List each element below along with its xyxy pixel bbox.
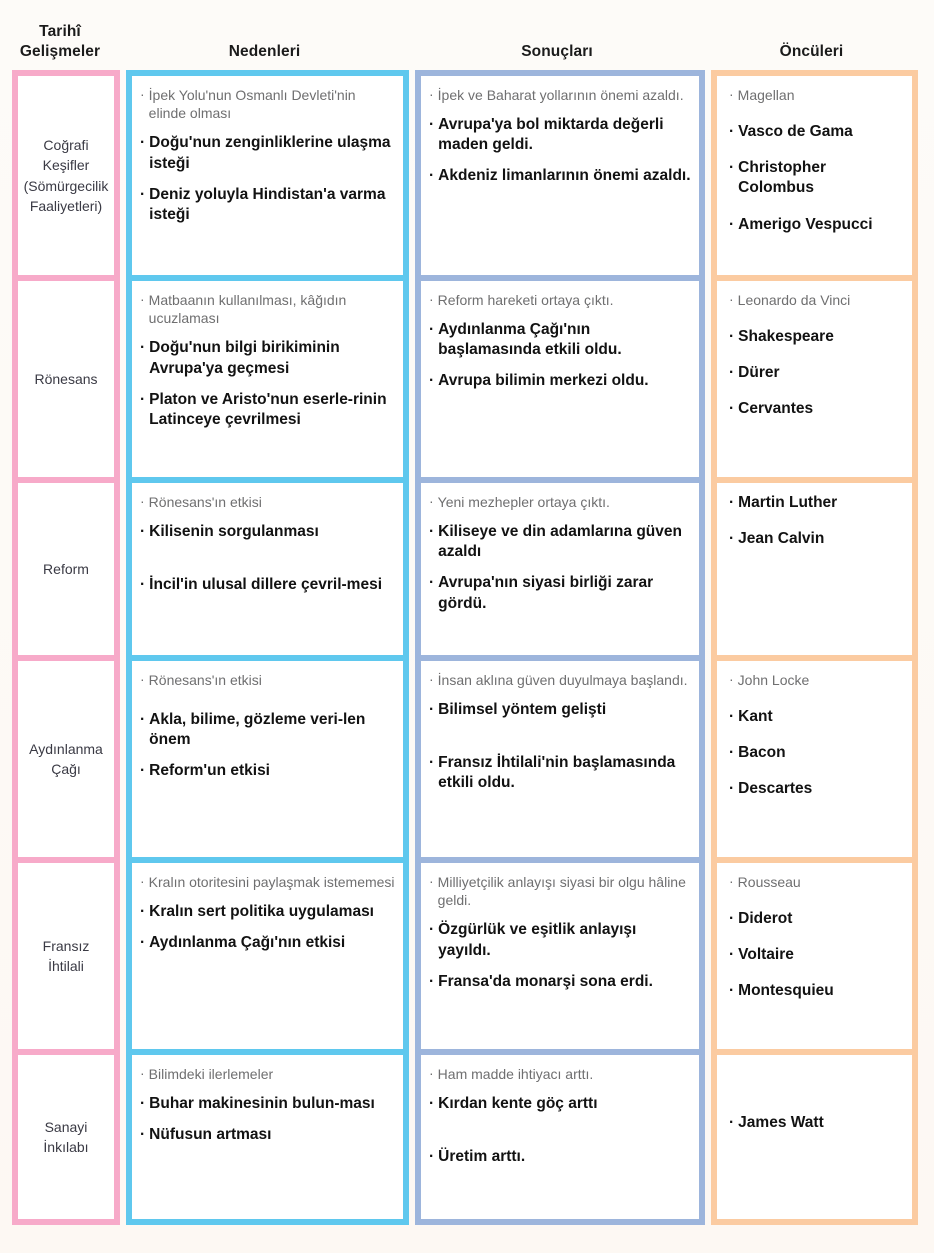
- list-item-text: Nüfusun artması: [149, 1126, 272, 1144]
- list-item-text: Dürer: [738, 364, 780, 382]
- list-item: [429, 1147, 691, 1167]
- bullet-dot-icon: ·: [140, 903, 146, 921]
- list-item-text: Jean Calvin: [738, 530, 825, 548]
- list-item-text: Fransa'da monarşi sona erdi.: [438, 972, 653, 990]
- list-item-text: Bilimdeki ilerlemeler: [148, 1066, 274, 1082]
- list-item: [140, 710, 395, 750]
- bullet-dot-icon: ·: [429, 1095, 435, 1113]
- bullet-dot-icon: ·: [429, 701, 435, 719]
- list-item: [140, 902, 395, 922]
- pioneers-cell: [717, 1055, 912, 1219]
- list-item-text: İpek Yolu'nun Osmanlı Devleti'nin elinde olması: [148, 87, 356, 122]
- list-item: [429, 320, 691, 360]
- list-item-text: Aydınlanma Çağı'nın etkisi: [149, 934, 346, 952]
- list-item-text: Reform hareketi ortaya çıktı.: [437, 292, 614, 308]
- list-item-text: Akla, bilime, gözleme veri-len önem: [149, 711, 366, 749]
- column-header-line-2: Gelişmeler: [19, 42, 101, 60]
- bullet-list: [717, 483, 912, 571]
- column-onculeri: [711, 70, 918, 1225]
- list-item: [729, 291, 904, 309]
- bullet-dot-icon: ·: [729, 910, 735, 928]
- bullet-dot-icon: ·: [429, 372, 435, 390]
- list-item-text: Voltaire: [738, 946, 794, 964]
- list-item-text: Özgürlük ve eşitlik anlayışı yayıldı.: [438, 921, 637, 959]
- list-item: [429, 873, 691, 909]
- list-item: [140, 493, 395, 511]
- event-label-line: Rönesans: [34, 370, 98, 387]
- bullet-dot-icon: ·: [429, 167, 435, 185]
- list-item-text: Kant: [738, 708, 773, 726]
- causes-cell: [132, 661, 403, 857]
- pioneers-cell: [717, 661, 912, 857]
- list-item-text: Kralın otoritesini paylaşmak istememesi: [148, 874, 395, 890]
- bullet-dot-icon: ·: [729, 400, 735, 418]
- list-item: [140, 761, 395, 781]
- bullet-dot-icon: ·: [140, 390, 146, 408]
- list-item-text: Rousseau: [737, 874, 801, 890]
- list-item-text: Buhar makinesinin bulun-ması: [149, 1095, 375, 1113]
- list-item: [729, 399, 904, 419]
- column-header-sonuclari: Sonuçları: [521, 42, 593, 60]
- table-header-row: [0, 0, 934, 70]
- event-label-line: Sanayi: [44, 1118, 88, 1135]
- pioneers-cell: [717, 863, 912, 1049]
- bullet-dot-icon: ·: [729, 708, 735, 726]
- list-item: [729, 743, 904, 763]
- list-item: [729, 363, 904, 383]
- spacer: [429, 1125, 691, 1147]
- event-label-cell: [18, 661, 114, 857]
- spacer: [140, 700, 395, 710]
- event-label-line: İnkılabı: [43, 1139, 89, 1155]
- bullet-dot-icon: ·: [429, 116, 435, 134]
- event-label-line: Çağı: [51, 761, 81, 777]
- bullet-dot-icon: ·: [429, 972, 435, 990]
- column-header-onculeri: Öncüleri: [779, 42, 844, 60]
- list-item-text: Kiliseye ve din adamlarına güven azaldı: [438, 523, 682, 561]
- bullet-dot-icon: ·: [140, 873, 145, 889]
- list-item-text: Yeni mezhepler ortaya çıktı.: [437, 494, 610, 510]
- results-cell: [421, 661, 699, 857]
- list-item: [140, 575, 395, 595]
- list-item: [140, 1125, 395, 1145]
- causes-cell: [132, 281, 403, 477]
- event-label-cell: [18, 281, 114, 477]
- list-item-text: Fransız İhtilali'nin başlamasında etkili oldu.: [438, 754, 676, 792]
- list-item-text: Christopher Colombus: [738, 159, 827, 197]
- list-item: [140, 338, 395, 378]
- list-item: [429, 700, 691, 720]
- list-item: [729, 122, 904, 142]
- list-item-text: Deniz yoluyla Hindistan'a varma isteği: [149, 185, 386, 223]
- list-item: [140, 185, 395, 225]
- list-item: [429, 920, 691, 960]
- list-item-text: Aydınlanma Çağı'nın başlamasında etkili oldu.: [438, 321, 622, 359]
- list-item: [729, 529, 904, 549]
- bullet-dot-icon: ·: [140, 86, 145, 102]
- bullet-dot-icon: ·: [429, 1065, 434, 1081]
- list-item-text: İpek ve Baharat yollarının önemi azaldı.: [437, 87, 684, 103]
- bullet-dot-icon: ·: [140, 185, 146, 203]
- bullet-dot-icon: ·: [140, 339, 146, 357]
- list-item: [140, 133, 395, 173]
- bullet-dot-icon: ·: [429, 291, 434, 307]
- event-label-line: (Sömürgecilik: [23, 177, 109, 194]
- column-sonuclari: [415, 70, 705, 1225]
- bullet-dot-icon: ·: [729, 159, 735, 177]
- event-label-line: Coğrafi: [43, 136, 89, 153]
- pioneers-cell: [717, 76, 912, 275]
- list-item: [140, 873, 395, 891]
- list-item: [140, 291, 395, 327]
- bullet-dot-icon: ·: [140, 493, 145, 509]
- list-item: [729, 707, 904, 727]
- bullet-dot-icon: ·: [729, 215, 735, 233]
- bullet-list: [132, 483, 403, 612]
- bullet-list: [717, 661, 912, 822]
- causes-cell: [132, 76, 403, 275]
- bullet-list: [421, 1055, 699, 1184]
- list-item: [140, 1094, 395, 1114]
- bullet-list: [421, 281, 699, 409]
- list-item: [729, 215, 904, 235]
- spacer: [429, 731, 691, 753]
- column-header-nedenleri: Nedenleri: [228, 42, 301, 60]
- bullet-dot-icon: ·: [729, 494, 735, 511]
- bullet-dot-icon: ·: [729, 1114, 735, 1131]
- spacer: [140, 553, 395, 575]
- list-item: [729, 158, 904, 198]
- causes-cell: [132, 1055, 403, 1219]
- list-item-text: Milliyetçilik anlayışı siyasi bir olgu hâline geldi.: [437, 874, 686, 909]
- bullet-dot-icon: ·: [429, 574, 435, 592]
- bullet-list: [717, 281, 912, 442]
- list-item-text: Avrupa'ya bol miktarda değerli maden geldi.: [438, 116, 664, 154]
- list-item-text: Cervantes: [738, 400, 814, 418]
- list-item-text: Doğu'nun bilgi birikiminin Avrupa'ya geçmesi: [149, 339, 340, 377]
- column-tarihi-gelismeler: [12, 70, 120, 1225]
- list-item: [429, 1065, 691, 1083]
- bullet-list: [132, 661, 403, 799]
- results-cell: [421, 483, 699, 655]
- list-item-text: Descartes: [738, 780, 813, 798]
- list-item-text: Magellan: [737, 87, 795, 103]
- bullet-dot-icon: ·: [429, 921, 435, 939]
- table-body: [12, 70, 922, 1225]
- list-item-text: Amerigo Vespucci: [738, 215, 873, 233]
- list-item-text: Kralın sert politika uygulaması: [149, 903, 374, 921]
- list-item-text: Avrupa bilimin merkezi oldu.: [438, 372, 649, 390]
- column-nedenleri: [126, 70, 409, 1225]
- bullet-dot-icon: ·: [140, 576, 146, 594]
- list-item-text: Avrupa'nın siyasi birliği zarar gördü.: [438, 574, 654, 612]
- bullet-list: [717, 1055, 912, 1155]
- bullet-dot-icon: ·: [429, 493, 434, 509]
- column-header-line-1: Tarihî: [39, 23, 81, 41]
- bullet-list: [421, 661, 699, 811]
- list-item: [729, 493, 904, 513]
- event-label-line: İhtilali: [48, 958, 84, 974]
- bullet-dot-icon: ·: [140, 671, 145, 687]
- list-item: [729, 873, 904, 891]
- list-item-text: Doğu'nun zenginliklerine ulaşma isteği: [149, 134, 391, 172]
- list-item-text: Rönesans'ın etkisi: [148, 494, 262, 510]
- causes-cell: [132, 483, 403, 655]
- bullet-dot-icon: ·: [729, 982, 735, 1000]
- list-item: [729, 1113, 904, 1133]
- bullet-dot-icon: ·: [729, 946, 735, 964]
- bullet-dot-icon: ·: [729, 123, 735, 141]
- bullet-dot-icon: ·: [140, 1065, 145, 1081]
- event-label-line: Aydınlanma: [29, 740, 103, 757]
- bullet-dot-icon: ·: [140, 1095, 146, 1113]
- causes-cell: [132, 863, 403, 1049]
- bullet-dot-icon: ·: [729, 744, 735, 762]
- list-item-text: Bilimsel yöntem gelişti: [438, 701, 607, 719]
- bullet-dot-icon: ·: [140, 1126, 146, 1144]
- list-item-text: Matbaanın kullanılması, kâğıdın ucuzlaması: [148, 292, 347, 327]
- list-item-text: Reform'un etkisi: [149, 762, 270, 780]
- bullet-dot-icon: ·: [729, 291, 734, 307]
- list-item: [140, 522, 395, 542]
- bullet-dot-icon: ·: [429, 1148, 435, 1166]
- list-item-text: Diderot: [738, 910, 793, 928]
- bullet-dot-icon: ·: [429, 671, 434, 687]
- bullet-list: [421, 483, 699, 631]
- column-header-tarihi-gelismeler: [0, 22, 120, 70]
- bullet-dot-icon: ·: [140, 134, 146, 152]
- list-item: [429, 972, 691, 992]
- list-item: [140, 671, 395, 689]
- list-item: [429, 166, 691, 186]
- list-item: [429, 753, 691, 793]
- bullet-dot-icon: ·: [729, 328, 735, 346]
- list-item: [429, 1094, 691, 1114]
- bullet-list: [132, 76, 403, 242]
- list-item: [429, 86, 691, 104]
- list-item: [140, 86, 395, 122]
- bullet-dot-icon: ·: [729, 873, 734, 889]
- pioneers-cell: [717, 483, 912, 655]
- list-item-text: John Locke: [737, 672, 810, 688]
- event-label-cell: [18, 483, 114, 655]
- list-item-text: Leonardo da Vinci: [737, 292, 851, 308]
- list-item-text: Montesquieu: [738, 982, 834, 1000]
- results-cell: [421, 863, 699, 1049]
- list-item-text: Ham madde ihtiyacı arttı.: [437, 1066, 594, 1082]
- list-item: [729, 909, 904, 929]
- list-item: [429, 493, 691, 511]
- event-label-cell: [18, 1055, 114, 1219]
- event-label-line: Reform: [43, 560, 89, 577]
- bullet-dot-icon: ·: [140, 711, 146, 729]
- bullet-list: [421, 76, 699, 204]
- list-item: [140, 390, 395, 430]
- bullet-dot-icon: ·: [729, 530, 735, 548]
- list-item: [429, 291, 691, 309]
- bullet-dot-icon: ·: [429, 523, 435, 541]
- bullet-dot-icon: ·: [429, 754, 435, 772]
- list-item: [729, 981, 904, 1001]
- bullet-dot-icon: ·: [140, 762, 146, 780]
- results-cell: [421, 1055, 699, 1219]
- bullet-list: [132, 863, 403, 970]
- bullet-dot-icon: ·: [429, 321, 435, 339]
- event-label-cell: [18, 76, 114, 275]
- event-label-cell: [18, 863, 114, 1049]
- bullet-list: [421, 863, 699, 1009]
- bullet-dot-icon: ·: [140, 934, 146, 952]
- list-item-text: Martin Luther: [738, 494, 838, 511]
- list-item-text: Bacon: [738, 744, 786, 762]
- list-item: [729, 327, 904, 347]
- results-cell: [421, 281, 699, 477]
- list-item: [140, 1065, 395, 1083]
- list-item: [729, 86, 904, 104]
- bullet-list: [132, 1055, 403, 1162]
- list-item: [140, 933, 395, 953]
- bullet-dot-icon: ·: [729, 364, 735, 382]
- list-item-text: Rönesans'ın etkisi: [148, 672, 262, 688]
- list-item: [729, 671, 904, 689]
- bullet-list: [132, 281, 403, 447]
- event-label-line: Fransız: [42, 937, 90, 954]
- list-item: [729, 779, 904, 799]
- list-item-text: Vasco de Gama: [738, 123, 853, 141]
- list-item: [429, 371, 691, 391]
- list-item-text: İncil'in ulusal dillere çevril-mesi: [149, 576, 383, 594]
- bullet-dot-icon: ·: [429, 873, 434, 889]
- bullet-dot-icon: ·: [729, 780, 735, 798]
- event-label-line: Keşifler: [42, 157, 90, 174]
- list-item: [429, 115, 691, 155]
- list-item: [729, 945, 904, 965]
- event-label-line: Faaliyetleri): [29, 197, 103, 214]
- bullet-dot-icon: ·: [429, 86, 434, 102]
- list-item-text: Kırdan kente göç arttı: [438, 1095, 598, 1113]
- bullet-dot-icon: ·: [140, 291, 145, 307]
- list-item-text: İnsan aklına güven duyulmaya başlandı.: [437, 672, 688, 688]
- bullet-list: [717, 863, 912, 1024]
- bullet-dot-icon: ·: [729, 86, 734, 102]
- list-item-text: Platon ve Aristo'nun eserle-rinin Latinceye çevrilmesi: [149, 390, 387, 428]
- bullet-dot-icon: ·: [729, 671, 734, 687]
- list-item-text: Kilisenin sorgulanması: [149, 523, 319, 541]
- results-cell: [421, 76, 699, 275]
- bullet-list: [717, 76, 912, 257]
- list-item-text: Shakespeare: [738, 328, 834, 346]
- list-item-text: James Watt: [738, 1114, 824, 1131]
- list-item-text: Üretim arttı.: [438, 1148, 526, 1166]
- list-item-text: Akdeniz limanlarının önemi azaldı.: [438, 167, 691, 185]
- list-item: [429, 671, 691, 689]
- list-item: [429, 573, 691, 613]
- bullet-dot-icon: ·: [140, 523, 146, 541]
- pioneers-cell: [717, 281, 912, 477]
- list-item: [429, 522, 691, 562]
